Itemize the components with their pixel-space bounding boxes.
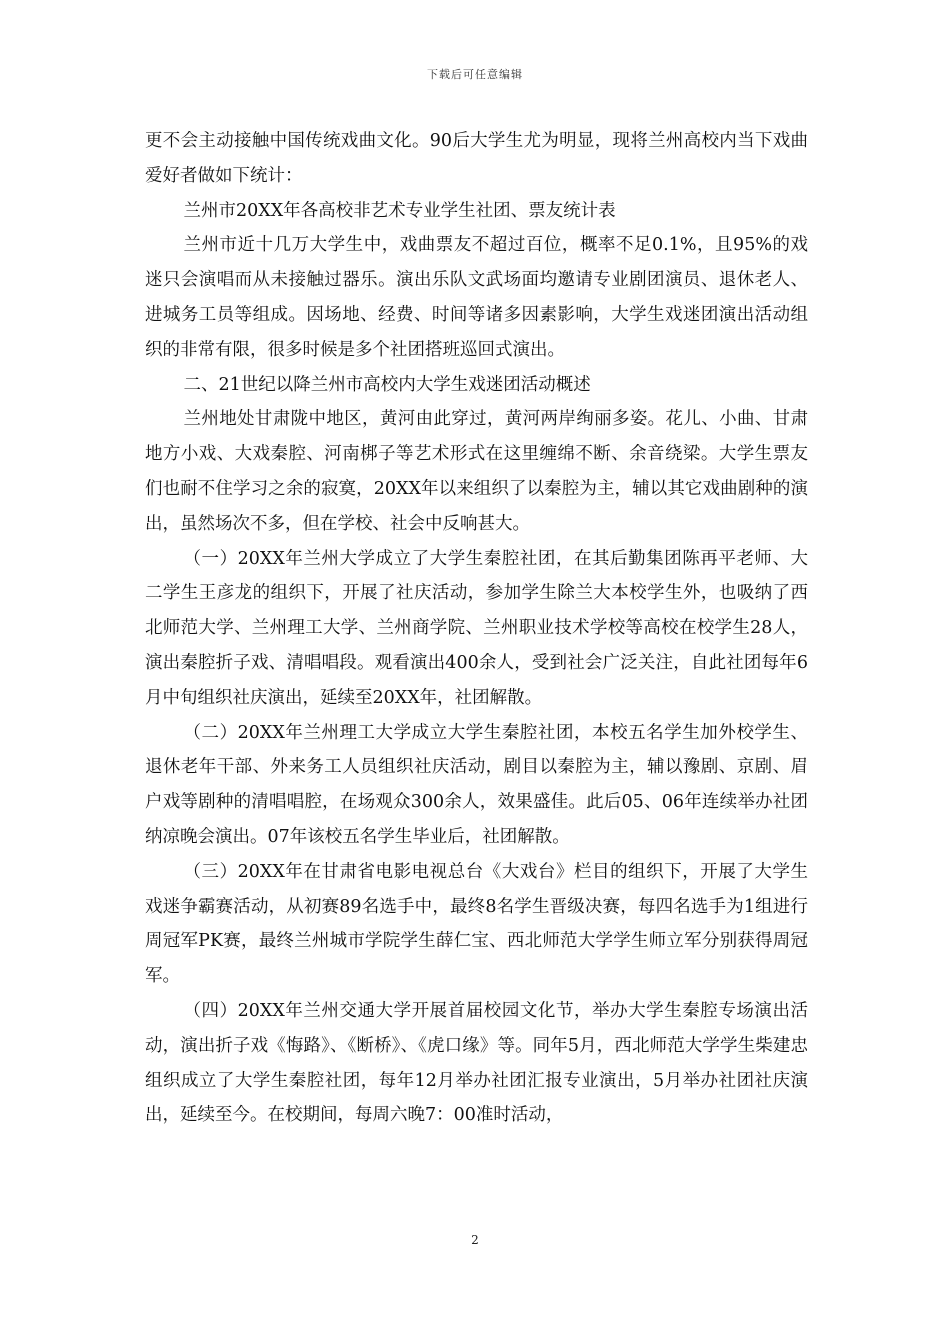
page-number: 2 <box>471 1233 479 1247</box>
paragraph-table-caption: 兰州市20XX年各高校非艺术专业学生社团、票友统计表 <box>183 200 616 221</box>
paragraph-item-4: （四）20XX年兰州交通大学开展首届校园文化节，举办大学生秦腔专场演出活动，演出折子戏《悔路》、《断桥》、《虎口缘》等。同年5月，西北师范大学学生柴建忠组织成立了大学生秦腔社团，每年12月举办社团汇报专业演出，5月举办社团社庆演出，延续至今。在校期间，每周六晚7：00准时活动， <box>145 1000 808 1126</box>
paragraph-item-2: （二）20XX年兰州理工大学成立大学生秦腔社团，本校五名学生加外校学生、退休老年干部、外来务工人员组织社庆活动，剧目以秦腔为主，辅以豫剧、京剧、眉户戏等剧种的清唱唱腔，在场观众300余人，效果盛佳。此后05、06年连续举办社团纳凉晚会演出。07年该校五名学生毕业后，社团解散。 <box>145 722 808 847</box>
page-header: 下载后可任意编辑 <box>427 68 523 81</box>
paragraph-item-3: （三）20XX年在甘肃省电影电视总台《大戏台》栏目的组织下，开展了大学生戏迷争霸赛活动，从初赛89名选手中，最终8名学生晋级决赛，每四名选手为1组进行周冠军PK赛，最终兰州城市学院学生薛仁宝、西北师范大学学生师立军分别获得周冠军。 <box>145 861 808 987</box>
section-heading: 二、21世纪以降兰州市高校内大学生戏迷团活动概述 <box>183 374 591 395</box>
paragraph-statistics: 兰州市近十几万大学生中，戏曲票友不超过百位，概率不足0.1%，且95%的戏迷只会演唱而从未接触过器乐。演出乐队文武场面均邀请专业剧团演员、退休老人、进城务工员等组成。因场地、经费、时间等诸多因素影响，大学生戏迷团演出活动组织的非常有限，很多时候是多个社团搭班巡回式演出。 <box>145 235 808 360</box>
paragraph-continuation: 更不会主动接触中国传统戏曲文化。90后大学生尤为明显，现将兰州高校内当下戏曲爱好者做如下统计： <box>145 131 808 186</box>
paragraph-overview: 兰州地处甘肃陇中地区，黄河由此穿过，黄河两岸绚丽多姿。花儿、小曲、甘肃地方小戏、大戏秦腔、河南梆子等艺术形式在这里缠绵不断、余音绕梁。大学生票友们也耐不住学习之余的寂寞，20XX年以来组织了以秦腔为主，辅以其它戏曲剧种的演出，虽然场次不多，但在学校、社会中反响甚大。 <box>145 409 808 534</box>
paragraph-item-1: （一）20XX年兰州大学成立了大学生秦腔社团，在其后勤集团陈再平老师、大二学生王彦龙的组织下，开展了社庆活动，参加学生除兰大本校学生外，也吸纳了西北师范大学、兰州理工大学、兰州商学院、兰州职业技术学校等高校在校学生28人，演出秦腔折子戏、清唱唱段。观看演出400余人，受到社会广泛关注，自此社团每年6月中旬组织社庆演出，延续至20XX年，社团解散。 <box>145 548 808 708</box>
document-body <box>145 124 808 1133</box>
